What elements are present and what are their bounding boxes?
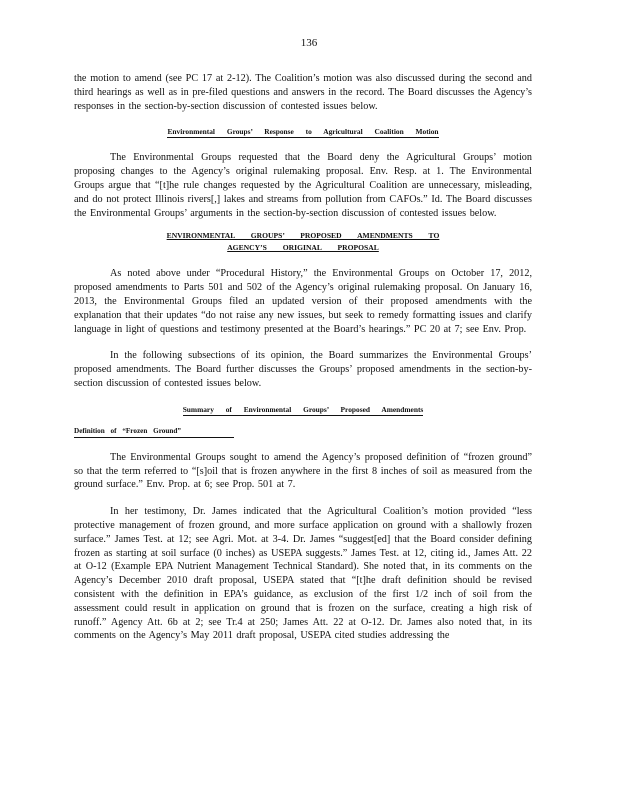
section-heading-summary: Summary of Environmental Groups’ Proposed Amendments: [182, 404, 424, 414]
paragraph-motion-discussion: the motion to amend (see PC 17 at 2-12). The Coalition’s motion was also discussed during the second and third hearings as well as in pre-filed questions and answers in the record. The Board discusses the Agency’s responses in the section-by-section discussion of contested issues below.: [74, 73, 532, 112]
paragraph-procedural-history: As noted above under “Procedural History,” the Environmental Groups on October 17, 2012, proposed amendments to Parts 501 and 502 of the Agency’s original rulemaking proposal. On January 16, 2013, the Environmental Groups filed an updated version of their proposed amendments with the explanation that their updates “do not raise any new issues, but seek to remedy formatting issues and clarify language in light of questions and testimony presented at the Board’s hearings.” PC 20 at 7; see Env. Prop.: [74, 268, 532, 335]
subheading-frozen-ground: Definition of “Frozen Ground”: [74, 426, 532, 438]
paragraph-james-testimony: In her testimony, Dr. James indicated that the Agricultural Coalition’s motion provided “less protective management of frozen ground, and more surface application on ground with a shallowly frozen surface.” James Test. at 12; see Agri. Mot. at 3-4. Dr. James “suggest[ed] that the Board consider defining frozen as starting at soil surface (0 inches) as USEPA suggests.” James Test. at 12, citing id., James Att. 22 at O-12 (Example EPA Nutrient Management Technical Standard). She noted that, in its comments on the Agency’s December 2010 draft proposal, USEPA stated that “[t]he draft definition should be revised consistent with the definition in EPA’s guidance, as exclusion of the first 1/2 inch of soil from the assessment could result in application on ground that is frozen on the surface, creating a high risk of runoff.” Agency Att. 6b at 2; see Tr.4 at 250; James Att. 22 at O-12. Dr. James also noted that, in its comments on the Agency’s May 2011 draft proposal, USEPA cited studies addressing the: [74, 506, 532, 642]
page-body: [74, 72, 532, 643]
paragraph-subsections-summary: In the following subsections of its opinion, the Board summarizes the Environmental Groups’ proposed amendments. The Board further discusses the Groups’ proposed amendments in the section-by-section discussion of contested issues below.: [74, 350, 532, 389]
paragraph-frozen-ground-definition: The Environmental Groups sought to amend the Agency’s proposed definition of “frozen ground” so that the term referred to “[s]oil that is frozen anywhere in the first 8 inches of soil as measured from the ground surface.” Env. Prop. at 6; see Prop. 501 at 7.: [74, 451, 532, 491]
section-heading-response: Environmental Groups’ Response to Agricultural Coalition Motion: [167, 127, 439, 137]
heading-line-1: ENVIRONMENTAL GROUPS’ PROPOSED AMENDMENTS TO: [166, 231, 440, 241]
page-number: 136: [300, 37, 318, 49]
heading-line-2: AGENCY’S ORIGINAL PROPOSAL: [227, 243, 379, 253]
paragraph-environmental-groups-request: The Environmental Groups requested that the Board deny the Agricultural Groups’ motion proposing changes to the Agency’s original rulemaking proposal. Env. Resp. at 1. The Environmental Groups argue that “[t]he rule changes requested by the Agricultural Coalition are unnecessary, misleading, and do not protect Illinois rivers[,] lakes and streams from pollution from CAFOs.” Id. The Board discusses the Environmental Groups’ arguments in the section-by-section discussion of contested issues below.: [74, 152, 532, 219]
section-heading-proposed-amendments: [74, 230, 532, 254]
